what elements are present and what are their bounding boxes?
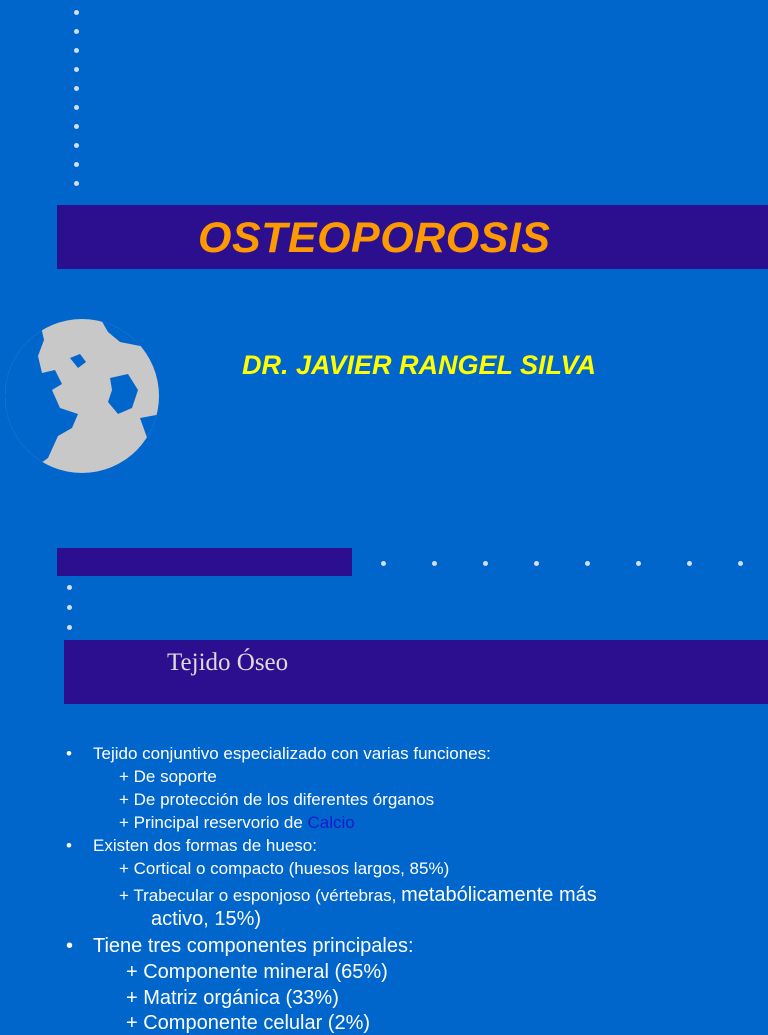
sub-item: + Matriz orgánica (33%) (126, 987, 339, 1009)
decor-dot (74, 10, 79, 15)
decor-dot (67, 605, 72, 610)
bullet-icon: • (66, 836, 72, 855)
bullet-text: Tiene tres componentes principales: (93, 935, 414, 957)
calcio-highlight: Calcio (307, 813, 355, 832)
decor-dot (687, 561, 692, 566)
decor-dot (74, 48, 79, 53)
sub-item-continuation: activo, 15%) (151, 908, 262, 930)
bullet-text: Tejido conjuntivo especializado con varias funciones: (93, 744, 491, 763)
decor-dot (483, 561, 488, 566)
decor-dot (381, 561, 386, 566)
decor-dot (534, 561, 539, 566)
bullet-text: Existen dos formas de hueso: (93, 836, 317, 855)
sub-item: + Componente celular (2%) (126, 1012, 371, 1034)
bullet-icon: • (66, 935, 74, 957)
decor-dot (432, 561, 437, 566)
decor-dot (74, 143, 79, 148)
decor-dot (74, 181, 79, 186)
decor-dot (636, 561, 641, 566)
divider-bar (57, 548, 352, 576)
decor-dot (738, 561, 743, 566)
decor-dot (74, 105, 79, 110)
decor-dot (74, 29, 79, 34)
slide-subtitle: DR. JAVIER RANGEL SILVA (242, 350, 597, 380)
globe-icon (0, 318, 162, 474)
decor-dot (74, 86, 79, 91)
decor-dot (585, 561, 590, 566)
sub-item: + Componente mineral (65%) (126, 961, 388, 983)
sub-item-text: metabólicamente más (401, 884, 597, 906)
sub-item (119, 813, 355, 833)
sub-item: + De soporte (119, 767, 217, 786)
decor-dot (74, 162, 79, 167)
sub-item: + De protección de los diferentes órganos (119, 790, 435, 809)
slide-title: OSTEOPOROSIS (198, 214, 551, 262)
decor-dot (74, 124, 79, 129)
decor-dot (67, 585, 72, 590)
sub-item (119, 884, 597, 907)
sub-item-text: + Principal reservorio de (119, 813, 308, 832)
decor-dot (67, 625, 72, 630)
sub-item-text: + Trabecular o esponjoso (vértebras, (119, 886, 402, 905)
sub-item: + Cortical o compacto (huesos largos, 85%) (119, 859, 450, 878)
decor-dot (74, 67, 79, 72)
section-title: Tejido Óseo (167, 649, 289, 676)
bullet-icon: • (66, 744, 72, 763)
